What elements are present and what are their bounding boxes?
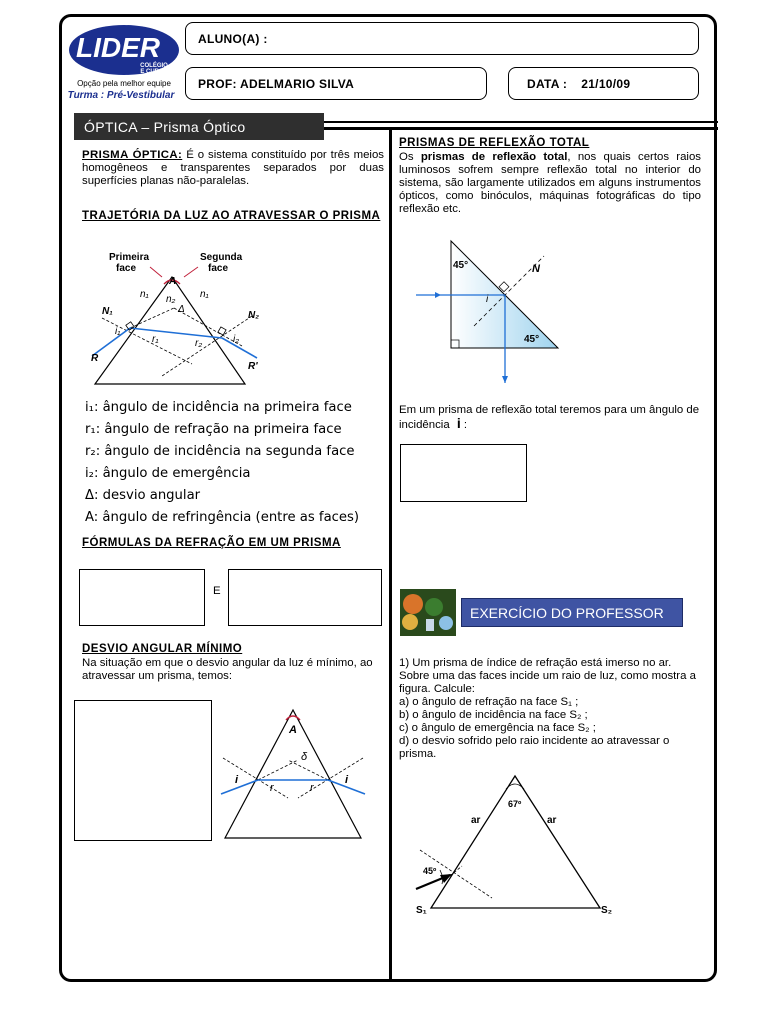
svg-text:COLÉGIO: COLÉGIO: [140, 63, 168, 69]
total-reflection-text: [399, 151, 701, 216]
header-rule-thin: [324, 121, 718, 123]
label-r1: r₁: [152, 334, 159, 345]
prism-definition: [82, 149, 384, 188]
header-rule-thick: [324, 127, 718, 130]
legend-item: i₂: ângulo de emergência: [85, 466, 251, 481]
exercise-item-b: b) o ângulo de incidência na face S₂ ;: [399, 709, 588, 721]
label-67: 67º: [508, 799, 522, 809]
label-primeira: Primeira: [109, 252, 150, 263]
trajectory-heading: TRAJETÓRIA DA LUZ AO ATRAVESSAR O PRISMA: [82, 210, 381, 222]
label-i-left: i: [235, 774, 239, 786]
label-face1: face: [116, 263, 137, 274]
school-logo: [66, 24, 182, 102]
section-title: ÓPTICA – Prisma Óptico: [84, 118, 246, 135]
exercise-title-bar: [461, 598, 683, 627]
label-A2: A: [289, 724, 297, 736]
symbol-legend: [85, 397, 385, 529]
exercise-item-d: d) o desvio sofrido pelo raio incidente ao atravessar o prisma.: [399, 735, 670, 760]
date-label: DATA :: [527, 76, 568, 91]
min-deviation-text: Na situação em que o desvio angular da luz é mínimo, ao atravessar um prisma, temos:: [82, 657, 373, 682]
legend-item: r₂: ângulo de incidência na segunda face: [85, 444, 355, 459]
reflection-text-start: Os: [399, 151, 421, 163]
legend-item: r₁: ângulo de refração na primeira face: [85, 422, 342, 437]
label-i2: i₂: [233, 334, 240, 345]
label-R: R: [91, 353, 99, 364]
formula-connector: E: [213, 585, 221, 597]
formula-box-1[interactable]: [79, 569, 205, 626]
label-S1: S₁: [416, 905, 427, 916]
svg-text:Turma : Pré-Vestibular: Turma : Pré-Vestibular: [67, 90, 175, 101]
label-i1: i₁: [115, 326, 121, 337]
reflection-text-bold: prismas de reflexão total: [420, 151, 568, 163]
exercise-statement: [399, 657, 701, 761]
min-deviation-answer-box[interactable]: [74, 700, 212, 841]
label-segunda: Segunda: [200, 252, 243, 263]
legend-item: i₁: ângulo de incidência na primeira face: [85, 400, 352, 415]
label-N: N: [532, 263, 540, 275]
label-N2: N₂: [248, 310, 260, 321]
reflection-text-rest: , nos quais certos raios luminosos sofrem sempre reflexão total no interior do sistema, são largamente utilizados em alguns instrumentos ópticos, como binóculos, máquinas fotográficas do tipo reflexão etc.: [399, 151, 701, 215]
label-S2: S₂: [601, 905, 613, 916]
legend-item: Δ: desvio angular: [85, 488, 201, 503]
svg-text:Opção pela melhor equipe: Opção pela melhor equipe: [77, 79, 171, 88]
svg-text:E CURSO: E CURSO: [140, 69, 168, 75]
min-deviation-heading: DESVIO ANGULAR MÍNIMO: [82, 643, 243, 655]
exercise-item-c: c) o ângulo de emergência na face S₂ ;: [399, 722, 596, 734]
label-45-top: 45°: [453, 260, 469, 271]
label-face2: face: [208, 263, 229, 274]
label-i-incidence: i: [486, 294, 489, 305]
label-Rprime: R': [248, 361, 258, 372]
formula-box-2[interactable]: [228, 569, 382, 626]
label-45-bottom: 45°: [524, 334, 540, 345]
exercise-prism-figure: [412, 772, 622, 918]
label-45-inc: 45º: [423, 866, 437, 876]
label-ar-right: ar: [547, 815, 557, 826]
min-deviation-figure: [218, 708, 368, 843]
incidence-symbol: i: [456, 415, 461, 431]
student-label: ALUNO(A) :: [198, 31, 268, 46]
total-reflection-heading: PRISMAS DE REFLEXÃO TOTAL: [399, 137, 590, 149]
column-divider: [389, 130, 392, 980]
incidence-colon: :: [463, 419, 468, 431]
label-n2: n₂: [166, 294, 176, 305]
teacher-label: PROF: ADELMARIO SILVA: [198, 76, 355, 91]
prism-trajectory-figure: [82, 246, 382, 396]
label-r-right: r: [310, 782, 314, 794]
label-A: A: [169, 276, 177, 287]
total-reflection-figure: [414, 236, 564, 386]
date-field: [508, 67, 699, 100]
total-reflection-answer-box[interactable]: [400, 444, 527, 502]
exercise-illustration: [400, 589, 456, 636]
label-n1b: n₁: [200, 289, 209, 300]
label-r2: r₂: [195, 338, 203, 349]
label-ar-left: ar: [471, 815, 481, 826]
prism-def-text: É o sistema constituído por três meios homogêneos e transparentes separados por duas superfícies planas não-paralelas.: [82, 149, 384, 187]
svg-text:LIDER: LIDER: [76, 32, 160, 63]
label-delta2: δ: [301, 751, 308, 763]
section-title-bar: [74, 113, 324, 140]
legend-item: A: ângulo de refringência (entre as faces): [85, 510, 360, 525]
formulas-heading: FÓRMULAS DA REFRAÇÃO EM UM PRISMA: [82, 537, 341, 549]
label-r-left: r: [270, 782, 274, 794]
total-reflection-question: [399, 404, 701, 432]
exercise-item-a: a) o ângulo de refração na face S₁ ;: [399, 696, 579, 708]
label-i-right: i: [345, 774, 349, 786]
date-value: 21/10/09: [581, 76, 631, 91]
label-N1: N₁: [102, 306, 113, 317]
teacher-field: [185, 67, 487, 100]
prism-term: PRISMA ÓPTICA:: [82, 149, 183, 161]
exercise-intro: 1) Um prisma de índice de refração está imerso no ar. Sobre uma das faces incide um raio de luz, como mostra a figura. Calcule:: [399, 657, 696, 695]
label-n1a: n₁: [140, 289, 149, 300]
label-delta: Δ: [178, 304, 185, 315]
student-name-field[interactable]: [185, 22, 699, 55]
total-reflection-question-text: Em um prisma de reflexão total teremos para um ângulo de incidência: [399, 404, 700, 431]
exercise-title: EXERCÍCIO DO PROFESSOR: [470, 604, 664, 621]
